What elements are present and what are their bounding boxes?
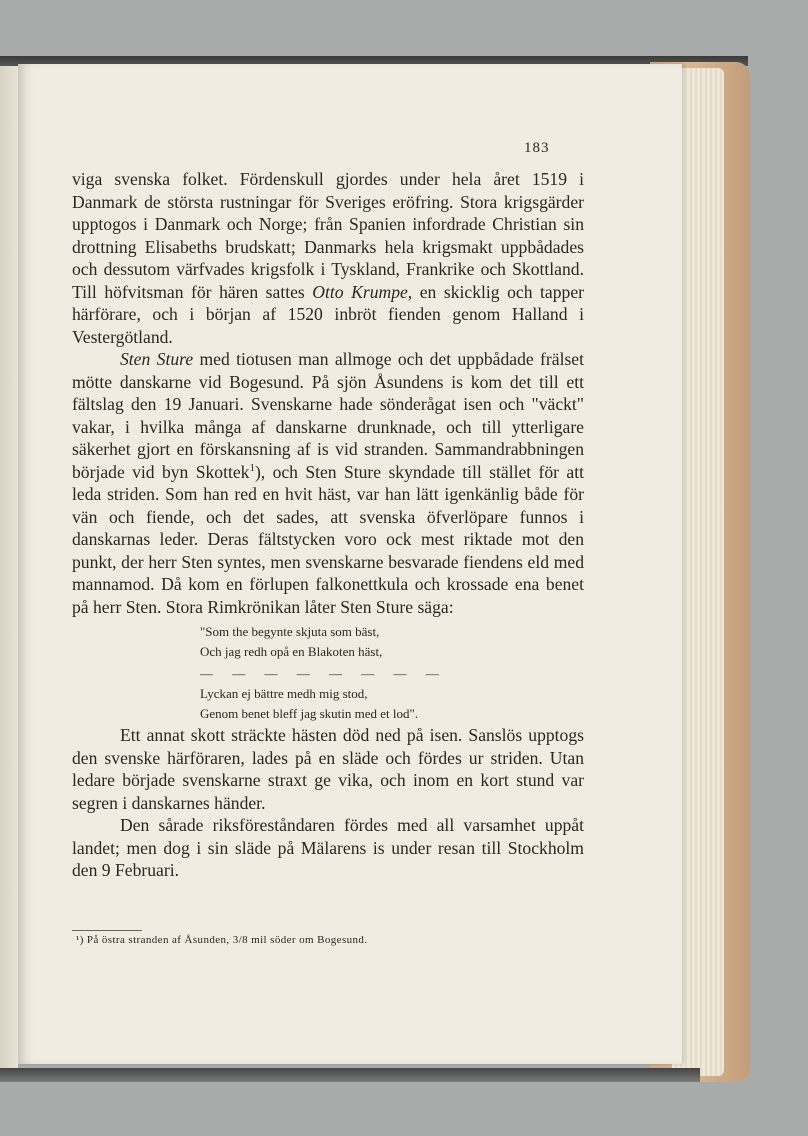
paragraph-2-text-a: med tiotusen man allmoge och det uppbådade frälset mötte danskarne vid Bogesund. På sjön Åsundens is kom det till ett fältslag den 19 Januari. Svenskarne hade sönderågat isen och "väckt" vakar, i hvilka många af danskarne drunknade, och till ytterligare säkerhet gjort en förskansning af is vid stranden. Sammandrabbningen började vid byn Skottek (72, 349, 584, 482)
verse-quote (200, 622, 584, 724)
book-bottom-edge (0, 1068, 700, 1082)
person-name-krumpe: Otto Krumpe (312, 281, 408, 302)
paragraph-1-text-b: , en skicklig och tapper härförare, och i början af 1520 inbröt fienden genom Halland i Vestergötland. (72, 281, 584, 347)
verse-line-3: Lyckan ej bättre medh mig stod, (200, 686, 368, 701)
paragraph-4: Den sårade riksföreståndaren fördes med all varsamhet uppåt landet; men dog i sin släde på Mälarens is under resan till Stockholm den 9 Februari. (72, 815, 584, 880)
footnote-mark: ¹) (76, 934, 84, 946)
paragraph-2-text-b: ), och Sten Sture skyndade till stället för att leda striden. Som han red en hvit häst, var han lätt igenkänlig både för vän och fiende, och det sades, att svenska öfverlöpare funnos i danskarnas leder. Deras fältstycken voro ock mest riktade mot den punkt, der herr Sten syntes, men svenskarne besvarade fiendens eld med mannamod. Då kom en förlupen falkonettkula och krossade ena benet på herr Sten. Stora Rimkrönikan låter Sten Sture säga: (72, 461, 584, 617)
footnote (76, 934, 367, 946)
verse-line-4: Genom benet bleff jag skutin med et lod". (200, 706, 419, 721)
verse-omission-dashes: — — — — — — — — (200, 666, 447, 681)
verse-line-1: "Som the begynte skjuta som bäst, (200, 624, 380, 639)
verse-line-2: Och jag redh opå en Blakoten häst, (200, 644, 383, 659)
paragraph-1-text-a: viga svenska folket. Fördenskull gjordes under hela året 1519 i Danmark de största rustningar för Sveriges eröfring. Stora krigsgärder upptogos i Danmark och Norge; från Spanien infordrade Christian sin drottning Elisabeths brudskatt; Danmarks hela krigsmakt uppbådades och dessutom värfvades krigsfolk i Tyskland, Frankrike och Skottland. Till höfvitsman för hären sattes (72, 169, 584, 302)
paragraph-3: Ett annat skott sträckte hästen död ned på isen. Sanslös upptogs den svenske härföraren, lades på en släde och fördes ur striden. Utan ledare började svenskarne straxt ge vika, och inom en kort stund var segren i danskarnes händer. (72, 725, 584, 813)
book-page (18, 64, 682, 1064)
page-number: 183 (524, 140, 550, 156)
footnote-divider (72, 930, 142, 931)
footnote-reference: 1 (249, 461, 255, 474)
paragraph-1 (72, 168, 584, 348)
paragraph-2 (72, 348, 584, 618)
person-name-sten-sture: Sten Sture (120, 349, 194, 369)
body-text (72, 168, 584, 882)
left-page-edge (0, 66, 18, 1076)
footnote-text: På östra stranden af Åsunden, 3/8 mil söder om Bogesund. (86, 934, 368, 946)
